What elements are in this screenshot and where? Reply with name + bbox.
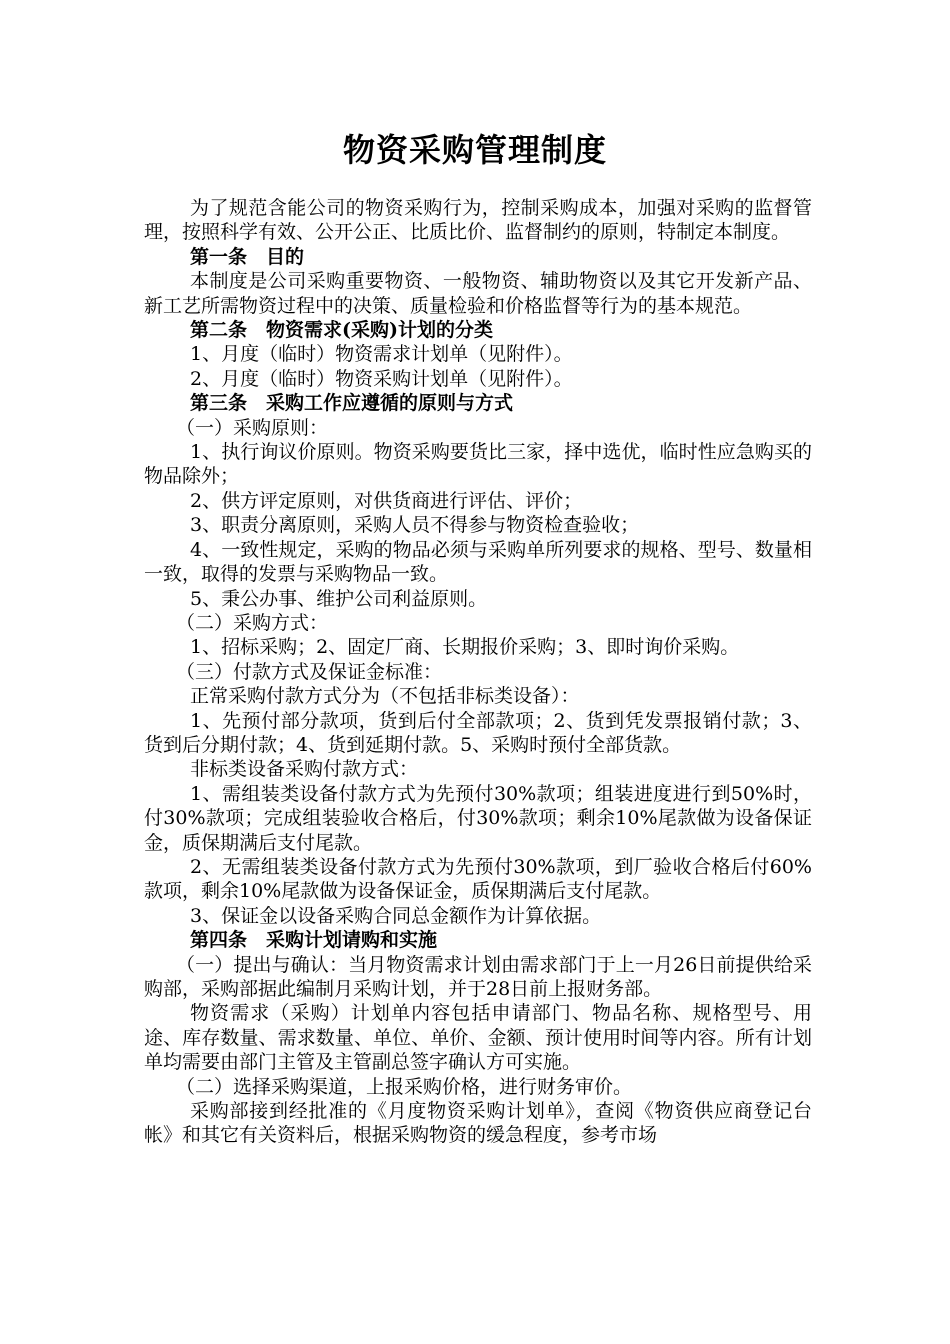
- paragraph: 2、无需组装类设备付款方式为先预付30%款项，到厂验收合格后付60%款项，剩余10%尾款做为设备保证金，质保期满后支付尾款。: [144, 855, 812, 903]
- paragraph: 本制度是公司采购重要物资、一般物资、辅助物资以及其它开发新产品、新工艺所需物资过程中的决策、质量检验和价格监督等行为的基本规范。: [144, 270, 812, 317]
- paragraph: 为了规范含能公司的物资采购行为，控制采购成本，加强对采购的监督管理，按照科学有效、公开公正、比质比价、监督制约的原则，特制定本制度。: [144, 197, 812, 244]
- paragraph: （二）选择采购渠道，上报采购价格，进行财务审价。: [176, 1075, 633, 1098]
- paragraph: 3、职责分离原则，采购人员不得参与物资检查验收；: [190, 514, 640, 537]
- paragraph: 1、招标采购；2、固定厂商、长期报价采购；3、即时询价采购。: [190, 636, 740, 659]
- paragraph: （三）付款方式及保证金标准：: [176, 660, 443, 683]
- paragraph: （一）提出与确认：当月物资需求计划由需求部门于上一月26日前提供给采购部，采购部据此编制月采购计划，并于28日前上报财务部。: [144, 953, 812, 1000]
- article-heading: 第四条 采购计划请购和实施: [190, 929, 438, 952]
- document-title: 物资采购管理制度: [342, 131, 607, 169]
- paragraph: （一）采购原则：: [176, 416, 329, 439]
- paragraph: 采购部接到经批准的《月度物资采购计划单》，查阅《物资供应商登记台帐》和其它有关资料后，根据采购物资的缓急程度，参考市场: [144, 1100, 812, 1147]
- paragraph: 3、保证金以设备采购合同总金额作为计算依据。: [190, 904, 602, 927]
- article-heading: 第二条 物资需求(采购)计划的分类: [190, 319, 493, 342]
- paragraph: （二）采购方式：: [176, 611, 329, 634]
- paragraph: 1、月度（临时）物资需求计划单（见附件）。: [190, 343, 573, 366]
- paragraph: 4、一致性规定，采购的物品必须与采购单所列要求的规格、型号、数量相一致，取得的发票与采购物品一致。: [144, 538, 812, 586]
- paragraph: 非标类设备采购付款方式：: [190, 758, 419, 781]
- article-heading: 第一条 目的: [190, 245, 305, 268]
- paragraph: 1、需组装类设备付款方式为先预付30%款项；组装进度进行到50%时，付30%款项；完成组装验收合格后，付30%款项；剩余10%尾款做为设备保证金，质保期满后支付尾款。: [144, 782, 812, 854]
- paragraph: 物资需求（采购）计划单内容包括申请部门、物品名称、规格型号、用途、库存数量、需求数量、单位、单价、金额、预计使用时间等内容。所有计划单均需要由部门主管及主管副总签字确认方可实施。: [144, 1002, 812, 1074]
- paragraph: 5、秉公办事、维护公司利益原则。: [190, 587, 488, 610]
- paragraph: 2、供方评定原则，对供货商进行评估、评价；: [190, 489, 583, 512]
- paragraph: 1、执行询议价原则。物资采购要货比三家，择中选优，临时性应急购买的物品除外；: [144, 441, 812, 488]
- paragraph: 1、先预付部分款项，货到后付全部款项；2、货到凭发票报销付款；3、货到后分期付款；4、货到延期付款。5、采购时预付全部货款。: [144, 709, 812, 756]
- paragraph: 正常采购付款方式分为（不包括非标类设备）：: [190, 685, 580, 708]
- document-body: [144, 196, 812, 1148]
- article-heading: 第三条 采购工作应遵循的原则与方式: [190, 392, 514, 415]
- paragraph: 2、月度（临时）物资采购计划单（见附件）。: [190, 367, 573, 390]
